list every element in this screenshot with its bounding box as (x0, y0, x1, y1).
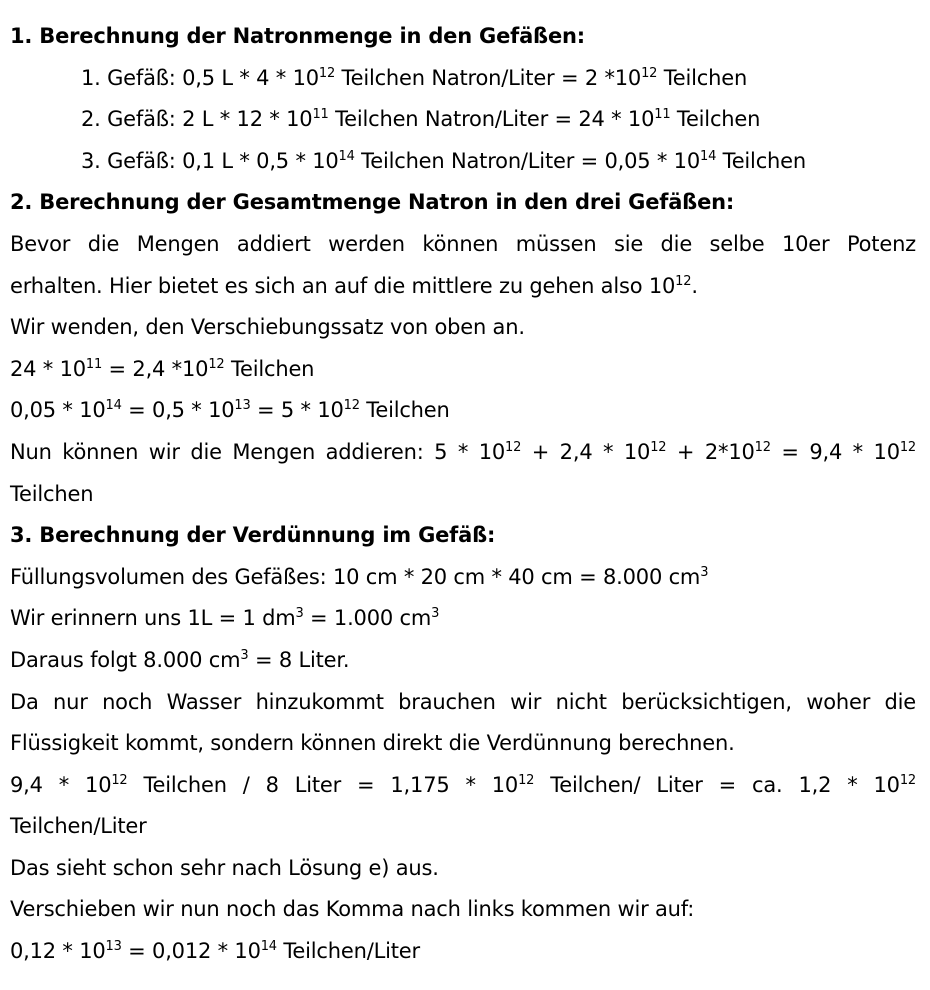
paragraph-line: Verschieben wir nun noch das Komma nach links kommen wir auf: (10, 897, 695, 922)
heading-section-1: 1. Berechnung der Natronmenge in den Gefäßen: (10, 24, 585, 48)
equation-line: Wir erinnern uns 1L = 1 $dm^3 = 1.000$ $cm^3$ (10, 606, 440, 631)
sum-line: Nun können wir die Mengen addieren: $5 * 10^{12} + 2,4 * 10^{12} + 2*10^{12} = 9,4 * 10^{12}$ (10, 439, 917, 464)
paragraph-line: Wir wenden, den Verschiebungssatz von oben an. (10, 315, 525, 340)
vessel-line-1: 1. Gefäß: 0,5 L * $4 * 10^{12}$ Teilchen Natron/Liter = 2 $*10^{12}$ Teilchen (81, 65, 748, 90)
paragraph-line: erhalten. Hier bietet es sich an auf die mittlere zu gehen also $10^{12}$. (10, 273, 698, 298)
equation-line: Füllungsvolumen des Gefäßes: 10 cm * 20 cm * 40 cm = 8.000 $cm^3$ (10, 564, 709, 589)
paragraph-line: Teilchen (10, 481, 94, 506)
paragraph-line: Da nur noch Wasser hinzukommt brauchen wir nicht berücksichtigen, woher die (10, 689, 916, 714)
heading-section-2: 2. Berechnung der Gesamtmenge Natron in den drei Gefäßen: (10, 190, 735, 215)
equation-line: $24 * 10^{11} = 2,4$ $*10^{12}$ Teilchen (10, 356, 315, 381)
heading-section-3: 3. Berechnung der Verdünnung im Gefäß: (10, 523, 496, 548)
paragraph-line: Das sieht schon sehr nach Lösung e) aus. (10, 855, 439, 880)
paragraph-line: Teilchen/Liter (10, 814, 147, 839)
paragraph-line: Flüssigkeit kommt, sondern können direkt die Verdünnung berechnen. (10, 731, 735, 756)
equation-line: Daraus folgt 8.000 $cm^3 = 8$ Liter. (10, 647, 350, 672)
vessel-line-2: 2. Gefäß: 2 L * $12 * 10^{11}$ Teilchen Natron/Liter = $24 * 10^{11}$ Teilchen (81, 107, 761, 132)
vessel-line-3: 3. Gefäß: 0,1 L * $0,5 * 10^{14}$ Teilchen Natron/Liter = $0,05 * 10^{14}$ Teilchen (81, 148, 806, 173)
equation-line: $0,05 * 10^{14} = 0,5 * 10^{13} = 5 * 10^{12}$ Teilchen (10, 398, 450, 423)
paragraph-line: Bevor die Mengen addiert werden können müssen sie die selbe 10er Potenz (10, 231, 916, 256)
final-result-line: $0,12 * 10^{13} = 0,012 * 10^{14}$ Teilchen/Liter (10, 939, 420, 964)
division-line: $9,4 * 10^{12}$ Teilchen / 8 Liter = $1,175 * 10^{12}$ Teilchen/ Liter = ca. $1,2 * 10^{12}$ (10, 772, 916, 797)
